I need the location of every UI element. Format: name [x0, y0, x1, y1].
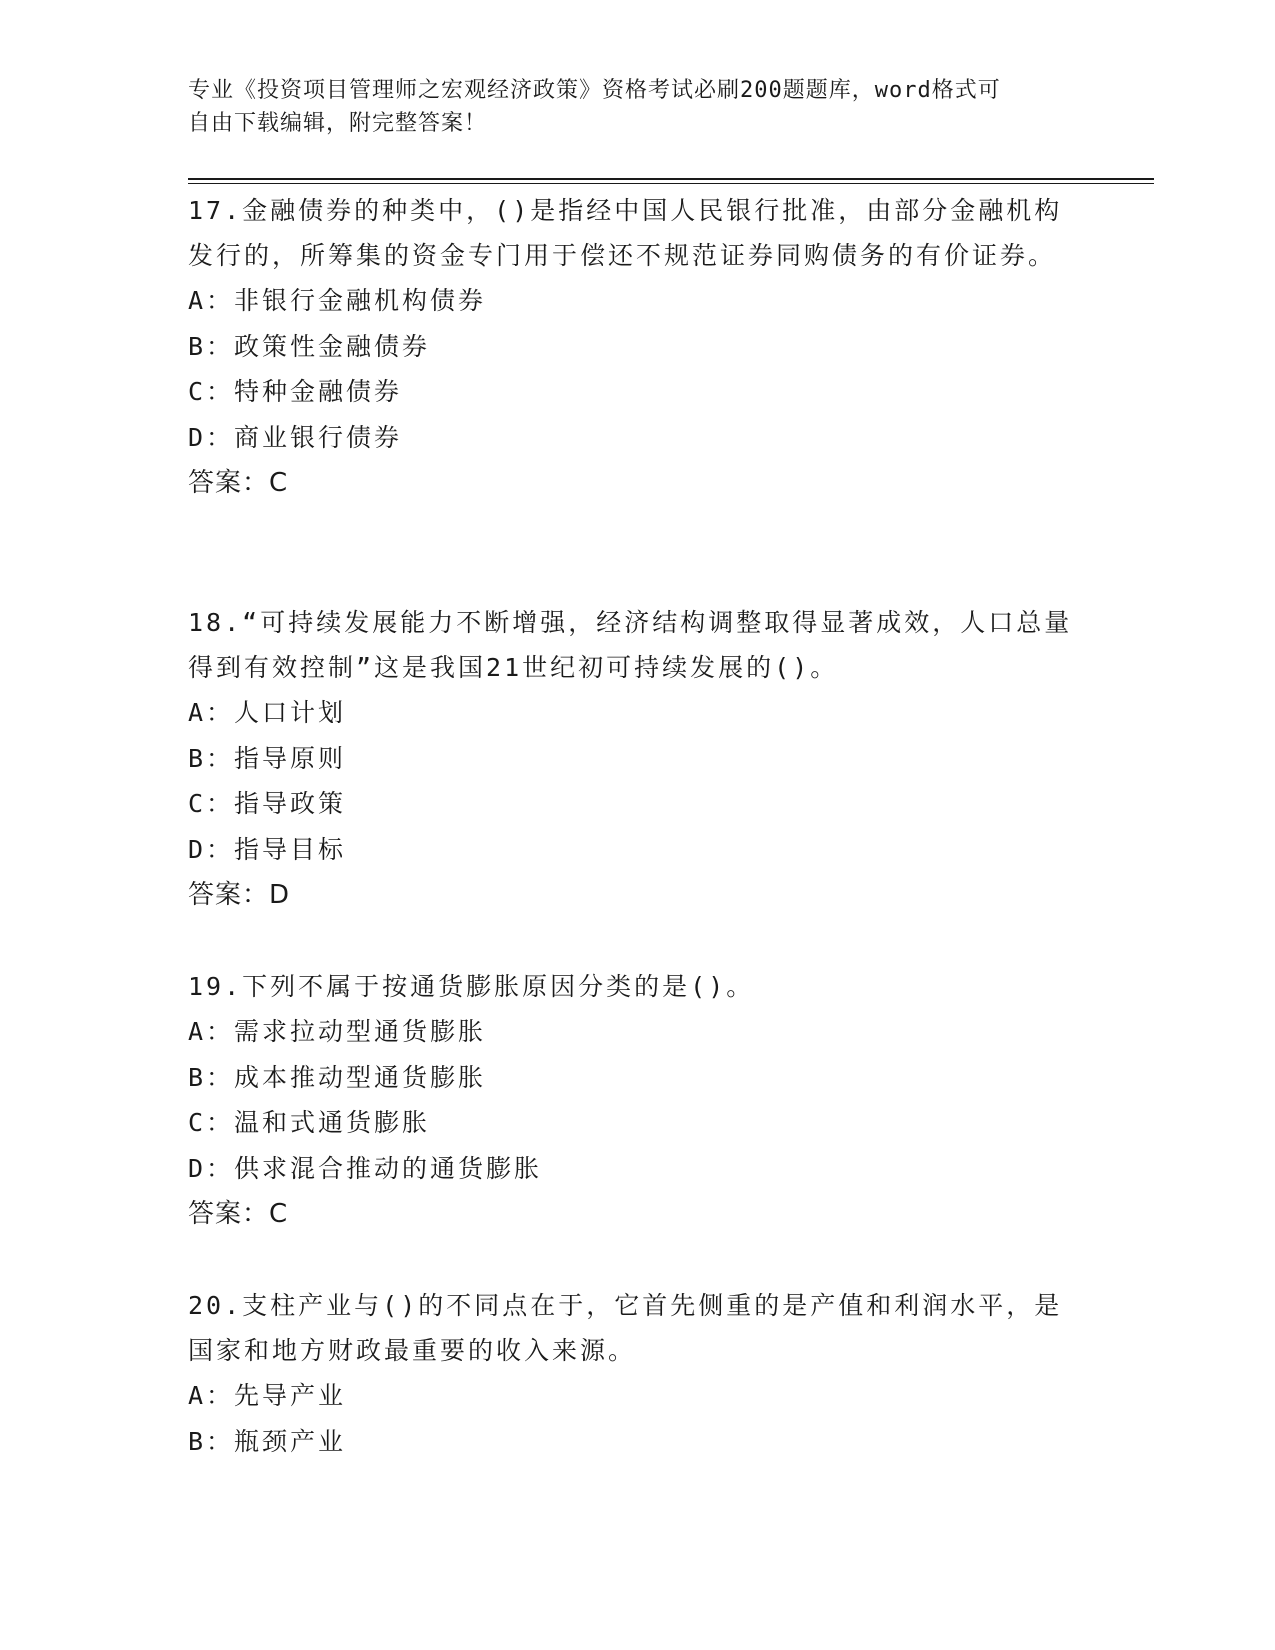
option-b: B：瓶颈产业: [188, 1426, 347, 1456]
answer: 答案：D: [188, 880, 291, 910]
header-line-2: 自由下载编辑，附完整答案！: [188, 111, 488, 136]
option-b: B：指导原则: [188, 743, 347, 773]
option-c: C：温和式通货膨胀: [188, 1108, 431, 1137]
option-d: D：指导目标: [188, 834, 347, 864]
option-b: B：政策性金融债券: [188, 331, 431, 361]
question-17: [188, 188, 1088, 506]
option-a: A：先导产业: [188, 1381, 347, 1410]
option-a: A：非银行金融机构债券: [188, 286, 487, 315]
answer: 答案：C: [188, 1199, 289, 1229]
option-c: C：指导政策: [188, 789, 347, 818]
question-stem: 19.下列不属于按通货膨胀原因分类的是()。: [188, 972, 755, 1001]
option-a: A：人口计划: [188, 698, 347, 727]
answer: 答案：C: [188, 468, 289, 498]
question-stem: 17.金融债券的种类中，()是指经中国人民银行批准，由部分金融机构发行的，所筹集的资金专门用于偿还不规范证券同购债务的有价证券。: [188, 196, 1063, 270]
question-18: [188, 600, 1088, 918]
question-stem: 20.支柱产业与()的不同点在于，它首先侧重的是产值和利润水平，是国家和地方财政最重要的收入来源。: [188, 1291, 1063, 1365]
question-19: [188, 964, 1088, 1237]
header-divider-thick: [188, 178, 1154, 180]
option-b: B：成本推动型通货膨胀: [188, 1062, 487, 1092]
option-d: D：商业银行债券: [188, 422, 403, 452]
option-c: C：特种金融债券: [188, 377, 403, 406]
option-a: A：需求拉动型通货膨胀: [188, 1017, 487, 1046]
option-d: D：供求混合推动的通货膨胀: [188, 1153, 543, 1183]
question-stem: 18.“可持续发展能力不断增强，经济结构调整取得显著成效，人口总量得到有效控制”这是我国21世纪初可持续发展的()。: [188, 608, 1073, 682]
header-line-1: 专业《投资项目管理师之宏观经济政策》资格考试必刷200题题库，word格式可: [188, 78, 1001, 103]
header-divider-thin: [188, 183, 1154, 184]
question-20: [188, 1283, 1088, 1464]
document-header: [188, 74, 1068, 140]
